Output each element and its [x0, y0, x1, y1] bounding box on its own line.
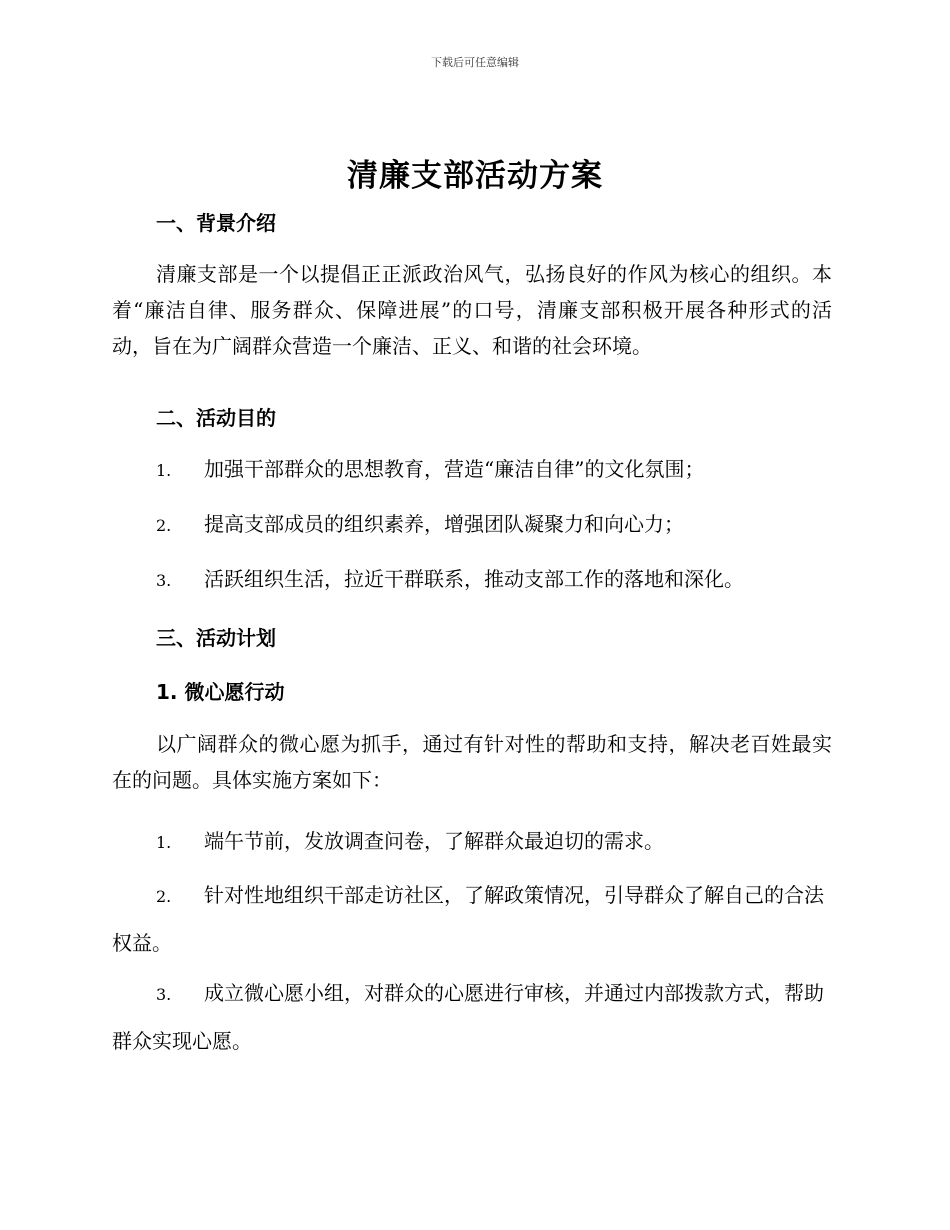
list-text: 针对性地组织干部走访社区，了解政策情况，引导群众了解自己的合法权益。	[112, 883, 824, 955]
list-text: 成立微心愿小组，对群众的心愿进行审核，并通过内部拨款方式，帮助群众实现心愿。	[112, 981, 824, 1053]
list-number: 1.	[156, 461, 172, 480]
list-number: 2.	[156, 887, 172, 906]
goal-item	[112, 556, 832, 604]
list-number: 2.	[156, 516, 172, 535]
list-text: 提高支部成员的组织素养，增强团队凝聚力和向心力；	[204, 512, 684, 536]
list-text: 端午节前，发放调查问卷，了解群众最迫切的需求。	[204, 829, 664, 853]
plan-paragraph: 以广阔群众的微心愿为抓手，通过有针对性的帮助和支持，解决老百姓最实在的问题。具体实施方案如下：	[112, 732, 832, 792]
goal-item	[112, 501, 832, 549]
sub-heading-wish-action: 1. 微心愿行动	[156, 680, 285, 704]
list-number: 3.	[156, 571, 172, 590]
section-heading-goals: 二、活动目的	[156, 406, 276, 430]
list-text: 加强干部群众的思想教育，营造“廉洁自律”的文化氛围；	[204, 457, 705, 481]
plan-item	[112, 872, 832, 966]
background-paragraph: 清廉支部是一个以提倡正正派政治风气，弘扬良好的作风为核心的组织。本着“廉洁自律、服务群众、保障进展”的口号，清廉支部积极开展各种形式的活动，旨在为广阔群众营造一个廉洁、正义、和谐的社会环境。	[112, 262, 832, 358]
list-number: 1.	[156, 833, 172, 852]
plan-item	[112, 970, 832, 1064]
section-heading-plan: 三、活动计划	[156, 626, 276, 650]
list-number: 3.	[156, 985, 172, 1004]
page-header: 下载后可任意编辑	[431, 56, 519, 69]
list-text: 活跃组织生活，拉近干群联系，推动支部工作的落地和深化。	[204, 567, 744, 591]
section-heading-background: 一、背景介绍	[156, 211, 276, 235]
plan-item	[112, 818, 832, 866]
goal-item	[112, 446, 832, 494]
page-title: 清廉支部活动方案	[347, 158, 603, 194]
